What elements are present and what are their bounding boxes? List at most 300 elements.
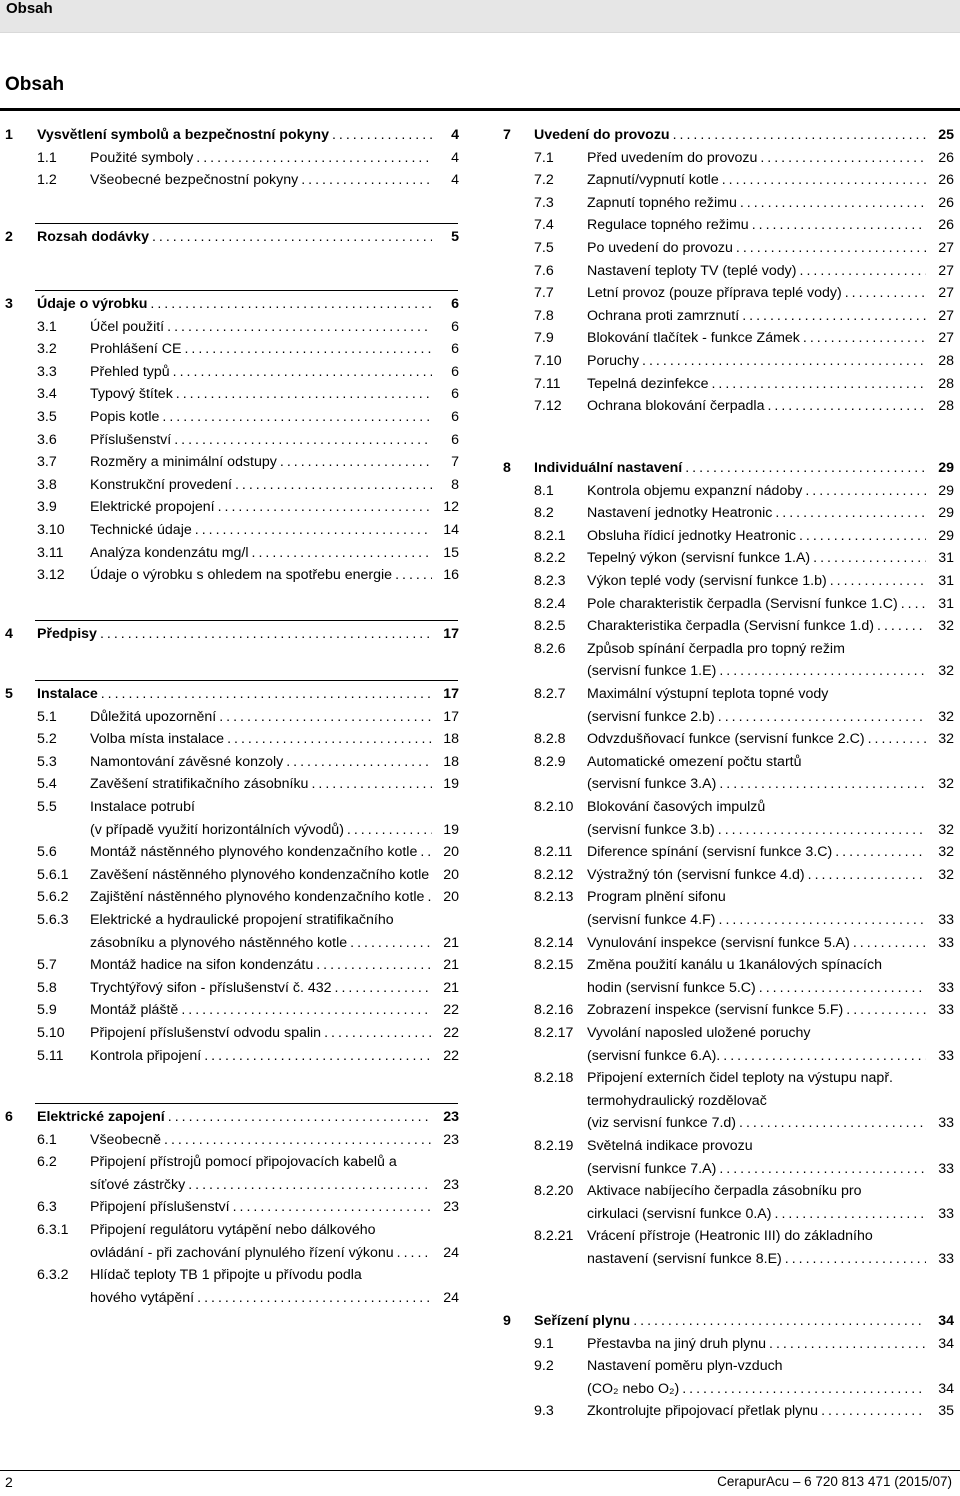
toc-entry[interactable]	[496, 773, 960, 795]
entry-number: 5.6	[37, 844, 57, 861]
toc-entry[interactable]	[0, 977, 472, 999]
entry-number: 5.4	[37, 776, 57, 793]
dot-leader	[171, 429, 432, 451]
header-label: Obsah	[6, 0, 53, 17]
toc-entry[interactable]	[0, 519, 472, 541]
entry-title: Rozsah dodávky	[37, 229, 149, 245]
entry-number: 5.6.3	[37, 912, 69, 928]
entry-number: 8.2.9	[534, 753, 566, 770]
entry-title: (viz servisní funkce 7.d)	[587, 1115, 737, 1132]
entry-number: 9.1	[534, 1335, 554, 1352]
entry-number: 7.8	[534, 307, 554, 324]
dot-leader	[715, 706, 926, 728]
entry-title: Všeobecné bezpečnostní pokyny	[90, 172, 299, 189]
entry-page: 35	[938, 1403, 954, 1420]
entry-title: Montáž hadice na sifon kondenzátu	[90, 957, 314, 974]
entry-page: 29	[938, 505, 954, 522]
toc-entry[interactable]	[0, 474, 472, 496]
dot-leader	[298, 169, 432, 191]
entry-title-wrap	[90, 932, 432, 954]
toc-entry[interactable]	[0, 706, 472, 728]
toc-entry[interactable]	[0, 819, 472, 841]
dot-leader	[185, 1174, 432, 1196]
entry-title: Maximální výstupní teplota topné vody	[587, 686, 829, 702]
entry-page: 6	[451, 341, 459, 358]
toc-entry[interactable]	[496, 1225, 960, 1247]
entry-number: 1.2	[37, 172, 57, 189]
entry-title-wrap	[90, 1129, 432, 1151]
entry-number: 3.4	[37, 386, 57, 403]
footer-divider	[0, 1470, 960, 1471]
entry-number: 7.11	[534, 375, 561, 392]
toc-entry[interactable]	[496, 615, 960, 637]
entry-number: 5.6.1	[37, 866, 69, 883]
entry-title-wrap	[587, 169, 926, 191]
entry-page: 32	[938, 844, 954, 861]
toc-entry[interactable]	[496, 1333, 960, 1355]
entry-title: Připojení externích čidel teploty na výstupu např.	[587, 1070, 893, 1087]
entry-page: 24	[443, 1289, 459, 1306]
entry-title-wrap	[90, 1242, 432, 1264]
entry-number: 1.1	[37, 149, 57, 166]
entry-title: Individuální nastavení	[534, 460, 683, 476]
entry-number: 3.5	[37, 409, 57, 425]
toc-entry[interactable]	[496, 1022, 960, 1044]
entry-number: 5.5	[37, 799, 57, 815]
dot-leader	[181, 338, 432, 360]
entry-title: cirkulaci (servisní funkce 0.A)	[587, 1205, 772, 1222]
toc-entry[interactable]	[496, 1180, 960, 1202]
entry-title: Důležitá upozornění	[90, 708, 217, 725]
toc-entry[interactable]	[496, 502, 960, 524]
entry-title: Analýza kondenzátu mg/l	[90, 544, 249, 561]
entry-title: (servisní funkce 7.A)	[587, 1160, 717, 1177]
toc-entry[interactable]	[496, 192, 960, 214]
entry-title-wrap	[587, 638, 960, 660]
toc-entry[interactable]	[496, 1203, 960, 1225]
entry-page: 27	[938, 330, 954, 347]
entry-title: Po uvedení do provozu	[587, 240, 733, 256]
entry-title: síťové zástrčky	[90, 1176, 186, 1193]
entry-title: Elektrické propojení	[90, 499, 215, 516]
toc-entry[interactable]	[496, 751, 960, 773]
toc-entry[interactable]	[0, 909, 472, 931]
entry-page: 31	[938, 595, 954, 612]
entry-page: 21	[443, 934, 459, 951]
toc-entry[interactable]	[0, 728, 472, 750]
dot-leader	[429, 864, 432, 886]
toc-entry[interactable]	[0, 796, 472, 818]
dot-leader	[170, 361, 432, 383]
toc-entry[interactable]	[496, 1355, 960, 1377]
toc-entry[interactable]	[0, 1022, 472, 1044]
entry-page: 32	[938, 866, 954, 883]
toc-entry[interactable]	[496, 260, 960, 282]
dot-leader	[733, 237, 926, 259]
entry-page: 18	[443, 753, 459, 770]
dot-leader	[277, 451, 432, 473]
entry-title: Zavěšení stratifikačního zásobníku	[90, 776, 309, 793]
toc-entry[interactable]	[496, 841, 960, 863]
entry-page: 20	[443, 866, 459, 883]
entry-title: Instalace potrubí	[90, 799, 195, 815]
entry-title-wrap	[587, 728, 926, 750]
toc-entry[interactable]	[496, 305, 960, 327]
entry-title-wrap	[534, 457, 926, 479]
entry-title-wrap	[587, 214, 926, 236]
toc-entry[interactable]	[0, 1196, 472, 1218]
entry-number: 7.2	[534, 172, 554, 189]
toc-entry[interactable]	[0, 751, 472, 773]
toc-entry[interactable]	[0, 1287, 472, 1309]
toc-entry[interactable]	[496, 1090, 960, 1112]
entry-title: Kontrola objemu expanzní nádoby	[587, 482, 803, 499]
section-divider	[35, 290, 458, 291]
toc-entry[interactable]	[496, 525, 960, 547]
entry-number: 9.3	[534, 1403, 554, 1420]
entry-title: Uvedení do provozu	[534, 127, 670, 143]
entry-title-wrap	[90, 1264, 512, 1286]
entry-page: 33	[938, 1115, 954, 1132]
entry-title-wrap	[587, 1135, 960, 1157]
entry-title-wrap	[587, 841, 926, 863]
entry-page: 31	[938, 550, 954, 567]
entry-title-wrap	[587, 502, 926, 524]
entry-title: Poruchy	[587, 353, 640, 369]
toc-chapter-entry[interactable]	[496, 1310, 960, 1332]
toc-chapter-entry[interactable]	[0, 623, 472, 645]
entry-title-wrap	[587, 1248, 926, 1270]
entry-title-wrap	[587, 1067, 960, 1089]
entry-title-wrap	[90, 819, 432, 841]
entry-page: 26	[938, 172, 954, 189]
entry-title-wrap	[90, 977, 432, 999]
dot-leader	[639, 350, 926, 372]
entry-title: Nastavení jednotky Heatronic	[587, 505, 773, 522]
toc-entry[interactable]	[496, 954, 960, 976]
section-divider	[35, 1103, 458, 1104]
entry-title-wrap	[587, 751, 960, 773]
entry-number: 3.2	[37, 341, 57, 358]
entry-page: 6	[451, 363, 459, 380]
toc-chapter-entry[interactable]	[0, 683, 472, 705]
entry-number: 7.4	[534, 217, 554, 234]
toc-entry[interactable]	[0, 451, 472, 473]
section-divider	[35, 223, 458, 224]
toc-entry[interactable]	[496, 660, 960, 682]
entry-title: (servisní funkce 1.E)	[587, 663, 717, 680]
dot-leader	[159, 406, 432, 428]
entry-number: 7	[503, 127, 511, 143]
toc-entry[interactable]	[496, 706, 960, 728]
entry-title-wrap	[90, 1045, 432, 1067]
entry-title: (CO₂ nebo O₂)	[587, 1380, 680, 1397]
entry-page: 32	[938, 821, 954, 838]
dot-leader	[720, 1045, 926, 1067]
toc-entry[interactable]	[0, 1129, 472, 1151]
entry-title-wrap	[587, 593, 926, 615]
entry-title: Elektrické a hydraulické propojení stratifikačního	[90, 912, 394, 928]
entry-page: 23	[443, 1176, 459, 1193]
toc-entry[interactable]	[0, 773, 472, 795]
toc-entry[interactable]	[496, 999, 960, 1021]
toc-entry[interactable]	[496, 373, 960, 395]
dot-leader	[679, 1378, 926, 1400]
toc-entry[interactable]	[496, 147, 960, 169]
toc-entry[interactable]	[0, 383, 472, 405]
entry-title: Zobrazení inspekce (servisní funkce 5.F)	[587, 1002, 844, 1019]
dot-leader	[161, 1129, 432, 1151]
entry-page: 26	[938, 194, 954, 211]
toc-entry[interactable]	[0, 406, 472, 428]
entry-page: 16	[443, 567, 459, 584]
entry-title-wrap	[534, 124, 926, 146]
entry-title: (servisní funkce 3.b)	[587, 821, 715, 838]
dot-leader	[772, 502, 926, 524]
toc-entry[interactable]	[496, 728, 960, 750]
entry-title: hového vytápění	[90, 1289, 195, 1306]
entry-title-wrap	[587, 1355, 960, 1377]
toc-entry[interactable]	[496, 909, 960, 931]
entry-number: 3	[5, 296, 13, 312]
entry-number: 3.7	[37, 454, 57, 471]
dot-leader	[716, 909, 926, 931]
entry-page: 21	[443, 957, 459, 974]
dot-leader	[708, 373, 926, 395]
toc-entry[interactable]	[0, 338, 472, 360]
entry-page: 15	[443, 544, 459, 561]
toc-entry[interactable]	[0, 1045, 472, 1067]
entry-title-wrap	[90, 147, 432, 169]
entry-title: Zapnutí topného režimu	[587, 194, 737, 211]
toc-entry[interactable]	[496, 282, 960, 304]
toc-entry[interactable]	[496, 237, 960, 259]
entry-page: 23	[443, 1109, 459, 1125]
toc-entry[interactable]	[0, 496, 472, 518]
dot-leader	[249, 542, 432, 564]
toc-entry[interactable]	[496, 214, 960, 236]
entry-number: 9.2	[534, 1358, 554, 1375]
toc-entry[interactable]	[496, 683, 960, 705]
entry-title: (servisní funkce 3.A)	[587, 776, 717, 793]
entry-page: 19	[443, 776, 459, 793]
entry-page: 33	[938, 1160, 954, 1177]
entry-number: 8	[503, 460, 511, 476]
entry-number: 7.9	[534, 330, 554, 347]
toc-entry[interactable]	[0, 1174, 472, 1196]
toc-entry[interactable]	[496, 570, 960, 592]
dot-leader	[842, 282, 926, 304]
entry-page: 28	[938, 375, 954, 392]
entry-title-wrap	[587, 147, 926, 169]
entry-title-wrap	[90, 886, 432, 908]
entry-title-wrap	[587, 350, 926, 372]
entry-number: 3.11	[37, 544, 64, 561]
entry-page: 32	[938, 618, 954, 635]
dot-leader	[201, 1045, 432, 1067]
entry-number: 3.8	[37, 476, 57, 493]
entry-title-wrap	[587, 1045, 926, 1067]
dot-leader	[805, 864, 926, 886]
entry-number: 5.10	[37, 1025, 65, 1041]
toc-entry[interactable]	[496, 1378, 960, 1400]
entry-title-wrap	[587, 819, 926, 841]
toc-entry[interactable]	[0, 864, 472, 886]
entry-title: Trychtýřový sifon - příslušenství č. 432	[90, 979, 332, 996]
toc-entry[interactable]	[0, 999, 472, 1021]
toc-entry[interactable]	[0, 169, 472, 191]
toc-chapter-entry[interactable]	[0, 293, 472, 315]
toc-entry[interactable]	[496, 480, 960, 502]
dot-leader	[194, 1287, 432, 1309]
toc-chapter-entry[interactable]	[0, 1106, 472, 1128]
dot-leader	[796, 525, 926, 547]
dot-leader	[321, 1022, 432, 1044]
toc-entry[interactable]	[0, 841, 472, 863]
dot-leader	[192, 519, 432, 541]
entry-title-wrap	[90, 1022, 432, 1044]
entry-title: Ochrana blokování čerpadla	[587, 398, 765, 415]
toc-entry[interactable]	[0, 954, 472, 976]
toc-entry[interactable]	[0, 429, 472, 451]
entry-number: 3.1	[37, 318, 57, 335]
toc-entry[interactable]	[496, 1248, 960, 1270]
dot-leader	[224, 728, 432, 750]
entry-page: 32	[938, 708, 954, 725]
entry-title-wrap	[37, 1106, 432, 1128]
entry-page: 6	[451, 409, 459, 425]
entry-title: Popis kotle	[90, 409, 160, 425]
toc-entry[interactable]	[496, 395, 960, 417]
entry-title: Světelná indikace provozu	[587, 1138, 753, 1154]
entry-title-wrap	[90, 841, 432, 863]
toc-entry[interactable]	[0, 1151, 472, 1173]
toc-entry[interactable]	[496, 1045, 960, 1067]
entry-title: Způsob spínání čerpadla pro topný režim	[587, 640, 845, 657]
dot-leader	[874, 615, 926, 637]
toc-entry[interactable]	[0, 564, 472, 586]
entry-page: 34	[938, 1313, 954, 1329]
entry-number: 8.2.14	[534, 934, 574, 951]
dot-leader	[332, 977, 432, 999]
toc-chapter-entry[interactable]	[0, 124, 472, 146]
entry-title: Vynulování inspekce (servisní funkce 5.A)	[587, 934, 850, 951]
entry-title: (servisní funkce 2.b)	[587, 708, 715, 725]
entry-number: 5.2	[37, 731, 57, 748]
dot-leader	[178, 999, 432, 1021]
entry-title-wrap	[90, 383, 432, 405]
entry-page: 22	[443, 1025, 459, 1041]
entry-number: 8.2.12	[534, 866, 574, 883]
entry-number: 7.1	[534, 149, 554, 166]
toc-entry[interactable]	[496, 977, 960, 999]
toc-entry[interactable]	[496, 886, 960, 908]
dot-leader	[308, 773, 432, 795]
entry-title-wrap	[37, 623, 432, 645]
dot-leader	[716, 773, 926, 795]
entry-number: 3.9	[37, 499, 57, 516]
toc-entry[interactable]	[496, 1158, 960, 1180]
entry-title-wrap	[587, 1400, 926, 1422]
entry-page: 33	[938, 1251, 954, 1267]
toc-entry[interactable]	[496, 819, 960, 841]
dot-leader	[215, 496, 432, 518]
entry-number: 3.12	[37, 567, 65, 584]
toc-entry[interactable]	[496, 796, 960, 818]
entry-title: Montáž pláště	[90, 1002, 179, 1019]
toc-entry[interactable]	[0, 886, 472, 908]
entry-title-wrap	[587, 773, 926, 795]
toc-entry[interactable]	[496, 1112, 960, 1134]
entry-number: 6.3.1	[37, 1222, 69, 1238]
dot-leader	[898, 593, 926, 615]
toc-entry[interactable]	[496, 593, 960, 615]
toc-chapter-entry[interactable]	[496, 124, 960, 146]
toc-entry[interactable]	[496, 327, 960, 349]
entry-page: 29	[938, 527, 954, 544]
toc-entry[interactable]	[496, 547, 960, 569]
entry-number: 8.2.20	[534, 1183, 574, 1200]
entry-number: 8.2	[534, 505, 554, 522]
toc-entry[interactable]	[496, 1135, 960, 1157]
toc-entry[interactable]	[0, 1264, 472, 1286]
dot-leader	[737, 192, 926, 214]
dot-leader	[797, 260, 926, 282]
toc-entry[interactable]	[0, 316, 472, 338]
entry-title-wrap	[587, 886, 960, 908]
toc-entry[interactable]	[0, 147, 472, 169]
document-reference: CerapurAcu – 6 720 813 471 (2015/07)	[717, 1474, 952, 1489]
entry-title: Nastavení poměru plyn-vzduch	[587, 1358, 783, 1375]
entry-title: Tepelná dezinfekce	[587, 375, 709, 392]
toc-entry[interactable]	[0, 932, 472, 954]
entry-title-wrap	[587, 660, 926, 682]
entry-page: 31	[938, 573, 954, 589]
toc-entry[interactable]	[496, 350, 960, 372]
entry-page: 7	[451, 454, 459, 471]
toc-entry[interactable]	[0, 1242, 472, 1264]
entry-page: 6	[451, 386, 459, 403]
entry-title: Letní provoz (pouze příprava teplé vody)	[587, 285, 842, 302]
entry-title-wrap	[587, 1333, 926, 1355]
entry-page: 28	[938, 353, 954, 369]
toc-entry[interactable]	[0, 542, 472, 564]
entry-number: 8.2.4	[534, 595, 566, 612]
toc-entry[interactable]	[496, 1067, 960, 1089]
toc-entry[interactable]	[496, 932, 960, 954]
toc-entry[interactable]	[0, 361, 472, 383]
dot-leader	[832, 841, 926, 863]
toc-entry[interactable]	[0, 1219, 472, 1241]
toc-entry[interactable]	[496, 169, 960, 191]
toc-chapter-entry[interactable]	[496, 457, 960, 479]
entry-title: Tepelný výkon (servisní funkce 1.A)	[587, 550, 811, 567]
entry-title: Všeobecně	[90, 1131, 161, 1148]
entry-title: Aktivace nabíjecího čerpadla zásobníku pro	[587, 1183, 862, 1200]
toc-chapter-entry[interactable]	[0, 226, 472, 248]
entry-page: 33	[938, 912, 954, 928]
toc-entry[interactable]	[496, 638, 960, 660]
entry-page: 22	[443, 1002, 459, 1019]
entry-title: Pole charakteristik čerpadla (Servisní funkce 1.C)	[587, 595, 898, 612]
entry-title: Přestavba na jiný druh plynu	[587, 1335, 767, 1352]
dot-leader	[630, 1310, 926, 1332]
entry-title-wrap	[37, 124, 432, 146]
toc-entry[interactable]	[496, 1400, 960, 1422]
entry-title-wrap	[90, 1174, 432, 1196]
dot-leader	[850, 932, 926, 954]
toc-entry[interactable]	[496, 864, 960, 886]
